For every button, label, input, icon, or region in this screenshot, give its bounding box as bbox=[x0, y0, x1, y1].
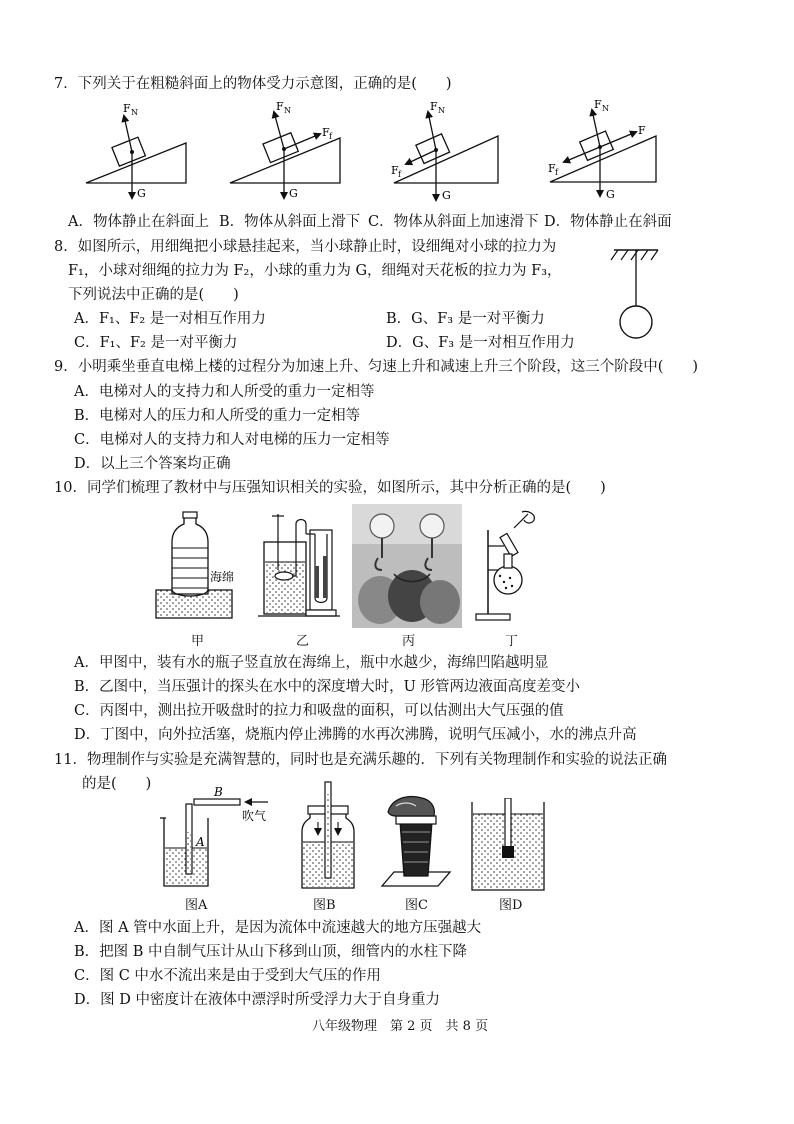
blow-label: 吹气 bbox=[242, 809, 267, 823]
caption-yi: 乙 bbox=[296, 634, 310, 649]
svg-text:G: G bbox=[137, 187, 146, 200]
svg-text:F: F bbox=[594, 98, 602, 111]
sponge-label: 海绵 bbox=[210, 570, 235, 584]
q8-stem-line1: 8．如图所示，用细绳把小球悬挂起来，当小球静止时，设细绳对小球的拉力为 bbox=[54, 239, 557, 255]
q10-stem: 10．同学们梳理了教材中与压强知识相关的实验，如图所示，其中分析正确的是( ) bbox=[54, 480, 606, 496]
svg-text:F: F bbox=[638, 124, 646, 137]
caption-bing: 丙 bbox=[402, 634, 416, 649]
q10-option-c: C．丙图中，测出拉开吸盘时的拉力和吸盘的面积，可以估测出大气压强的值 bbox=[74, 703, 564, 719]
svg-text:N: N bbox=[602, 104, 609, 113]
tube-b-label: B bbox=[214, 785, 223, 799]
svg-text:N: N bbox=[131, 108, 138, 117]
svg-text:F: F bbox=[548, 162, 556, 175]
q9-option-a: A．电梯对人的支持力和人所受的重力一定相等 bbox=[74, 384, 375, 400]
q9-option-d: D．以上三个答案均正确 bbox=[74, 456, 231, 472]
svg-text:F: F bbox=[430, 100, 438, 113]
q7-stem: 7．下列关于在粗糙斜面上的物体受力示意图，正确的是( ) bbox=[54, 76, 452, 92]
q11-figure-a bbox=[156, 782, 276, 894]
fn-label: F bbox=[123, 102, 131, 115]
svg-text:F: F bbox=[322, 126, 330, 139]
q8-stem-line2: F₁，小球对细绳的拉力为 F₂，小球的重力为 G，细绳对天花板的拉力为 F₃， bbox=[68, 263, 562, 279]
q7-figure-c bbox=[386, 96, 506, 208]
q10-figure-ding bbox=[470, 510, 546, 630]
caption-fig-b: 图B bbox=[313, 898, 336, 913]
q8-pendulum-figure bbox=[606, 242, 666, 340]
q7-option-a: A．物体静止在斜面上 bbox=[68, 214, 209, 230]
svg-text:N: N bbox=[438, 106, 445, 115]
q11-stem-line1: 11．物理制作与实验是充满智慧的，同时也是充满乐趣的．下列有关物理制作和实验的说法正确 bbox=[54, 752, 667, 768]
q11-stem-line2: 的是( ) bbox=[82, 776, 152, 792]
q8-option-b: B．G、F₃ 是一对平衡力 bbox=[386, 311, 545, 327]
q7-figure-b bbox=[228, 98, 348, 208]
q7-option-d: D．物体静止在斜面 bbox=[544, 214, 672, 230]
q10-option-a: A．甲图中，装有水的瓶子竖直放在海绵上，瓶中水越少，海绵凹陷越明显 bbox=[74, 655, 549, 671]
q11-option-c: C．图 C 中水不流出来是由于受到大气压的作用 bbox=[74, 968, 381, 984]
q8-option-a: A．F₁、F₂ 是一对相互作用力 bbox=[74, 311, 266, 327]
q9-stem: 9．小明乘坐垂直电梯上楼的过程分为加速上升、匀速上升和减速上升三个阶段，这三个阶段中( ) bbox=[54, 359, 699, 375]
page-footer: 八年级物理 第 2 页 共 8 页 bbox=[312, 1019, 489, 1034]
svg-text:G: G bbox=[289, 187, 298, 200]
svg-text:f: f bbox=[555, 168, 558, 177]
svg-text:F: F bbox=[276, 100, 284, 113]
q11-option-a: A．图 A 管中水面上升，是因为流体中流速越大的地方压强越大 bbox=[74, 920, 482, 936]
q7-option-b: B．物体从斜面上滑下 bbox=[219, 214, 361, 230]
caption-jia: 甲 bbox=[191, 634, 205, 649]
q11-option-b: B．把图 B 中自制气压计从山下移到山顶，细管内的水柱下降 bbox=[74, 944, 468, 960]
q11-option-d: D．图 D 中密度计在液体中漂浮时所受浮力大于自身重力 bbox=[74, 992, 440, 1008]
q10-option-d: D．丁图中，向外拉活塞，烧瓶内停止沸腾的水再次沸腾，说明气压减小，水的沸点升高 bbox=[74, 727, 637, 743]
caption-fig-d: 图D bbox=[499, 898, 523, 913]
caption-fig-a: 图A bbox=[185, 898, 208, 913]
q10-figure-yi bbox=[256, 506, 346, 630]
q9-option-c: C．电梯对人的支持力和人对电梯的压力一定相等 bbox=[74, 432, 390, 448]
q10-figure-jia bbox=[150, 508, 246, 628]
q7-figure-d bbox=[546, 94, 666, 208]
svg-text:G: G bbox=[442, 189, 451, 202]
svg-text:f: f bbox=[329, 132, 332, 141]
caption-fig-c: 图C bbox=[405, 898, 428, 913]
q8-option-c: C．F₁、F₂ 是一对平衡力 bbox=[74, 335, 238, 351]
svg-text:G: G bbox=[606, 188, 615, 201]
caption-ding: 丁 bbox=[505, 634, 519, 649]
q11-figure-d bbox=[468, 798, 548, 894]
q11-figure-b bbox=[296, 780, 360, 894]
svg-text:f: f bbox=[398, 170, 401, 179]
q10-option-b: B．乙图中，当压强计的探头在水中的深度增大时，U 形管两边液面高度差变小 bbox=[74, 679, 580, 695]
q7-figure-a bbox=[84, 98, 194, 208]
q10-figure-bing-photo bbox=[352, 504, 462, 628]
tube-a-label: A bbox=[196, 835, 205, 849]
svg-text:N: N bbox=[284, 106, 291, 115]
svg-text:F: F bbox=[391, 164, 399, 177]
q9-option-b: B．电梯对人的压力和人所受的重力一定相等 bbox=[74, 408, 361, 424]
q8-option-d: D．G、F₃ 是一对相互作用力 bbox=[386, 335, 575, 351]
q7-option-c: C．物体从斜面上加速滑下 bbox=[368, 214, 539, 230]
q11-figure-c bbox=[378, 792, 454, 894]
q8-stem-line3: 下列说法中正确的是( ) bbox=[68, 287, 239, 303]
